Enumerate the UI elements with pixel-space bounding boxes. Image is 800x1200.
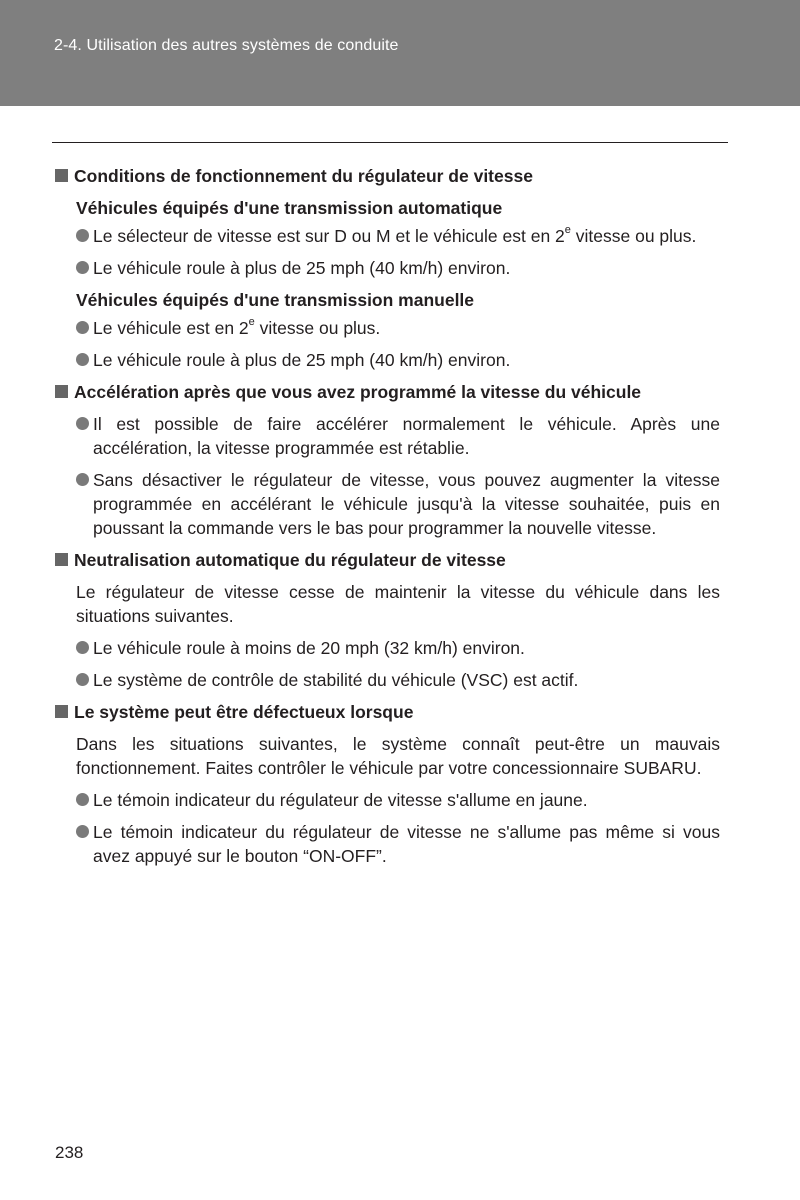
chapter-header	[0, 0, 800, 106]
paragraph: Dans les situations suivantes, le système connaît peut-être un mauvais fonctionnement. Faites contrôler le véhicule par votre concessionnaire SUBARU.	[76, 734, 720, 778]
list-item-text: Le témoin indicateur du régulateur de vitesse ne s'allume pas même si vous avez appuyé sur le bouton “ON-OFF”.	[93, 822, 720, 866]
section-heading	[55, 380, 720, 404]
list-item	[76, 224, 720, 248]
page-number: 238	[55, 1143, 84, 1162]
list-item-text: Le véhicule roule à moins de 20 mph (32 km/h) environ.	[93, 638, 525, 658]
section-heading	[55, 548, 720, 572]
square-bullet-icon	[55, 385, 68, 398]
round-bullet-icon	[76, 417, 89, 430]
section-heading	[55, 700, 720, 724]
page-content	[55, 164, 720, 876]
subsection-title: Véhicules équipés d'une transmission manuelle	[76, 290, 475, 310]
round-bullet-icon	[76, 321, 89, 334]
section-title: Conditions de fonctionnement du régulateur de vitesse	[74, 166, 533, 186]
list-item	[76, 668, 720, 692]
list-item	[76, 316, 720, 340]
paragraph: Le régulateur de vitesse cesse de maintenir la vitesse du véhicule dans les situations suivantes.	[76, 582, 720, 626]
list-item	[76, 256, 720, 280]
subsection-title: Véhicules équipés d'une transmission automatique	[76, 198, 503, 218]
list-item	[76, 788, 720, 812]
section-heading	[55, 164, 720, 188]
list-item-text: Le véhicule roule à plus de 25 mph (40 km/h) environ.	[93, 350, 511, 370]
round-bullet-icon	[76, 673, 89, 686]
list-item-text: Le témoin indicateur du régulateur de vitesse s'allume en jaune.	[93, 790, 588, 810]
round-bullet-icon	[76, 229, 89, 242]
round-bullet-icon	[76, 473, 89, 486]
list-item-text: Le système de contrôle de stabilité du véhicule (VSC) est actif.	[93, 670, 579, 690]
round-bullet-icon	[76, 641, 89, 654]
chapter-title: 2-4. Utilisation des autres systèmes de conduite	[54, 37, 399, 54]
section-title: Le système peut être défectueux lorsque	[74, 702, 414, 722]
list-item-text: Il est possible de faire accélérer normalement le véhicule. Après une accélération, la vitesse programmée est rétablie.	[93, 414, 720, 458]
list-item-text: Le véhicule roule à plus de 25 mph (40 km/h) environ.	[93, 258, 511, 278]
divider-rule	[52, 142, 728, 143]
section-title: Neutralisation automatique du régulateur de vitesse	[74, 550, 506, 570]
round-bullet-icon	[76, 353, 89, 366]
section-title: Accélération après que vous avez programmé la vitesse du véhicule	[74, 382, 642, 402]
list-item	[76, 820, 720, 868]
list-item-text: Le véhicule est en 2e vitesse ou plus.	[93, 316, 381, 338]
round-bullet-icon	[76, 793, 89, 806]
list-item	[76, 468, 720, 540]
square-bullet-icon	[55, 553, 68, 566]
square-bullet-icon	[55, 169, 68, 182]
list-item	[76, 348, 720, 372]
list-item-text: Le sélecteur de vitesse est sur D ou M et le véhicule est en 2e vitesse ou plus.	[93, 224, 697, 246]
list-item	[76, 412, 720, 460]
round-bullet-icon	[76, 825, 89, 838]
square-bullet-icon	[55, 705, 68, 718]
list-item	[76, 636, 720, 660]
list-item-text: Sans désactiver le régulateur de vitesse, vous pouvez augmenter la vitesse programmée en accélérant le véhicule jusqu'à la vitesse souhaitée, puis en poussant la commande vers le bas pour programmer la nouvelle vitesse.	[93, 470, 720, 538]
round-bullet-icon	[76, 261, 89, 274]
